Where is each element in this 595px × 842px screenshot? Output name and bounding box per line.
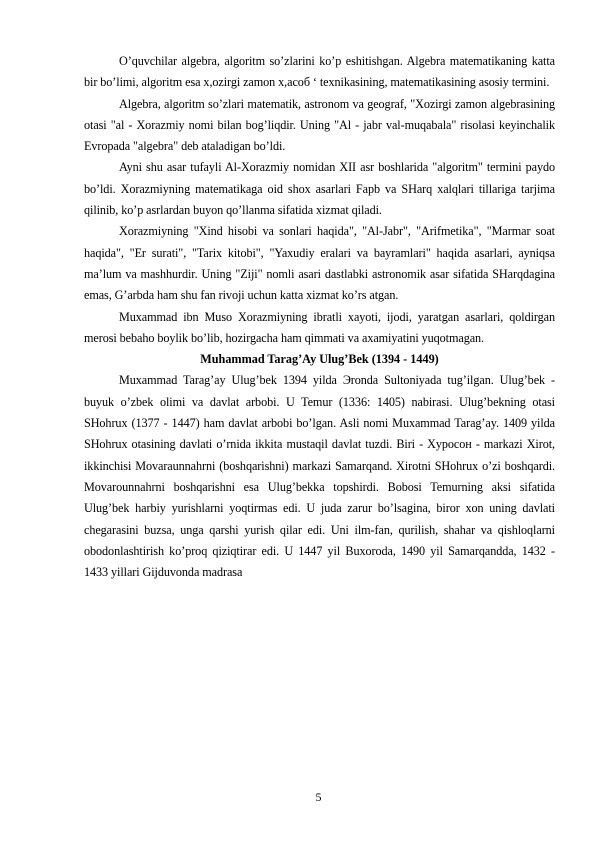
paragraph-1: O’quvchilar algebra, algoritm so’zlarini ko’p eshitishgan. Algebra matematikaning katta bir bo’limi, algoritm esa x,ozirgi zamon x,асоб ‘ texnikasining, matematikasining asosiy termini.: [84, 54, 555, 90]
page-number: 5: [315, 790, 322, 804]
section-heading: Muhammad Tarag’Ay Ulug’Bek (1394 - 1449): [200, 352, 439, 367]
paragraph-2: Algebra, algoritm so’zlari matematik, astronom va geograf, "Xozirgi zamon algebrasining otasi "al - Xorazmiy nomi bilan bog’liqdir. Uning "Al - jabr val-muqabala" risolasi keyinchalik Evropada "algebra" deb ataladigan bo’ldi.: [84, 96, 555, 154]
paragraph-5: Muxammad ibn Muso Xorazmiyning ibratli xayoti, ijodi, yaratgan asarlari, qoldirgan merosi bebaho boylik bo’lib, hozirgacha ham qimmati va axamiyatini yuqotmagan.: [84, 309, 555, 345]
paragraph-4: Xorazmiyning "Xind hisobi va sonlari haqida", "Al-Jabr", "Arifmetika", "Marmar soat haqida", "Er surati", "Tarix kitobi", "Yaxudiy eralari va bayramlari" haqida asarlari, ayniqsa ma’lum va mashhurdir. Uning "Ziji" nomli asari dastlabki astronomik asar sifatida SHarqdagina emas, G’arbda ham shu fan rivoji uchun katta xizmat ko’rs atgan.: [84, 224, 555, 303]
paragraph-6: Muxammad Tarag’ay Ulug’bek 1394 yilda Эronda Sultoniyada tug’ilgan. Ulug’bek - buyuk o’zbek olimi va davlat arbobi. U Temur (1336: 1405) nabirasi. Ulug’bekning otasi SHohrux (1377 - 1447) ham davlat arbobi bo’lgan. Asli nomi Muxammad Tarag’ay. 1409 yilda SHohrux otasining davlati o’rnida ikkita mustaqil davlat tuzdi. Biri - Xypoсон - markazi Xirot, ikkinchisi Movaraunnahrni (boshqarishni) markazi Samarqand. Xirotni SHohrux o’zi boshqardi. Movarounnahrni boshqarishni esa Ulug’bekka topshirdi. Bobosi Temurning aksi sifatida Ulug’bek harbiy yurishlarni yoqtirmas edi. U juda zarur bo’lsagina, biror xon uning davlati chegarasini buzsa, unga qarshi yurish qilar edi. Uni ilm-fan, qurilish, shahar va qishloqlarni obodonlashtirish ko’proq qiziqtirar edi. U 1447 yil Buxoroda, 1490 yil Samarqandda, 1432 - 1433 yillari Gijduvonda madrasa: [84, 373, 555, 580]
paragraph-3: Ayni shu asar tufayli Al-Xorazmiy nomidan XII asr boshlarida "algoritm" termini paydo bo’ldi. Xorazmiyning matematikaga oid shox asarlari Fapb va SHarq xalqlari tillariga tarjima qilinib, ko’p asrlardan buyon qo’llanma sifatida xizmat qiladi.: [84, 160, 555, 218]
document-body: [84, 51, 555, 583]
